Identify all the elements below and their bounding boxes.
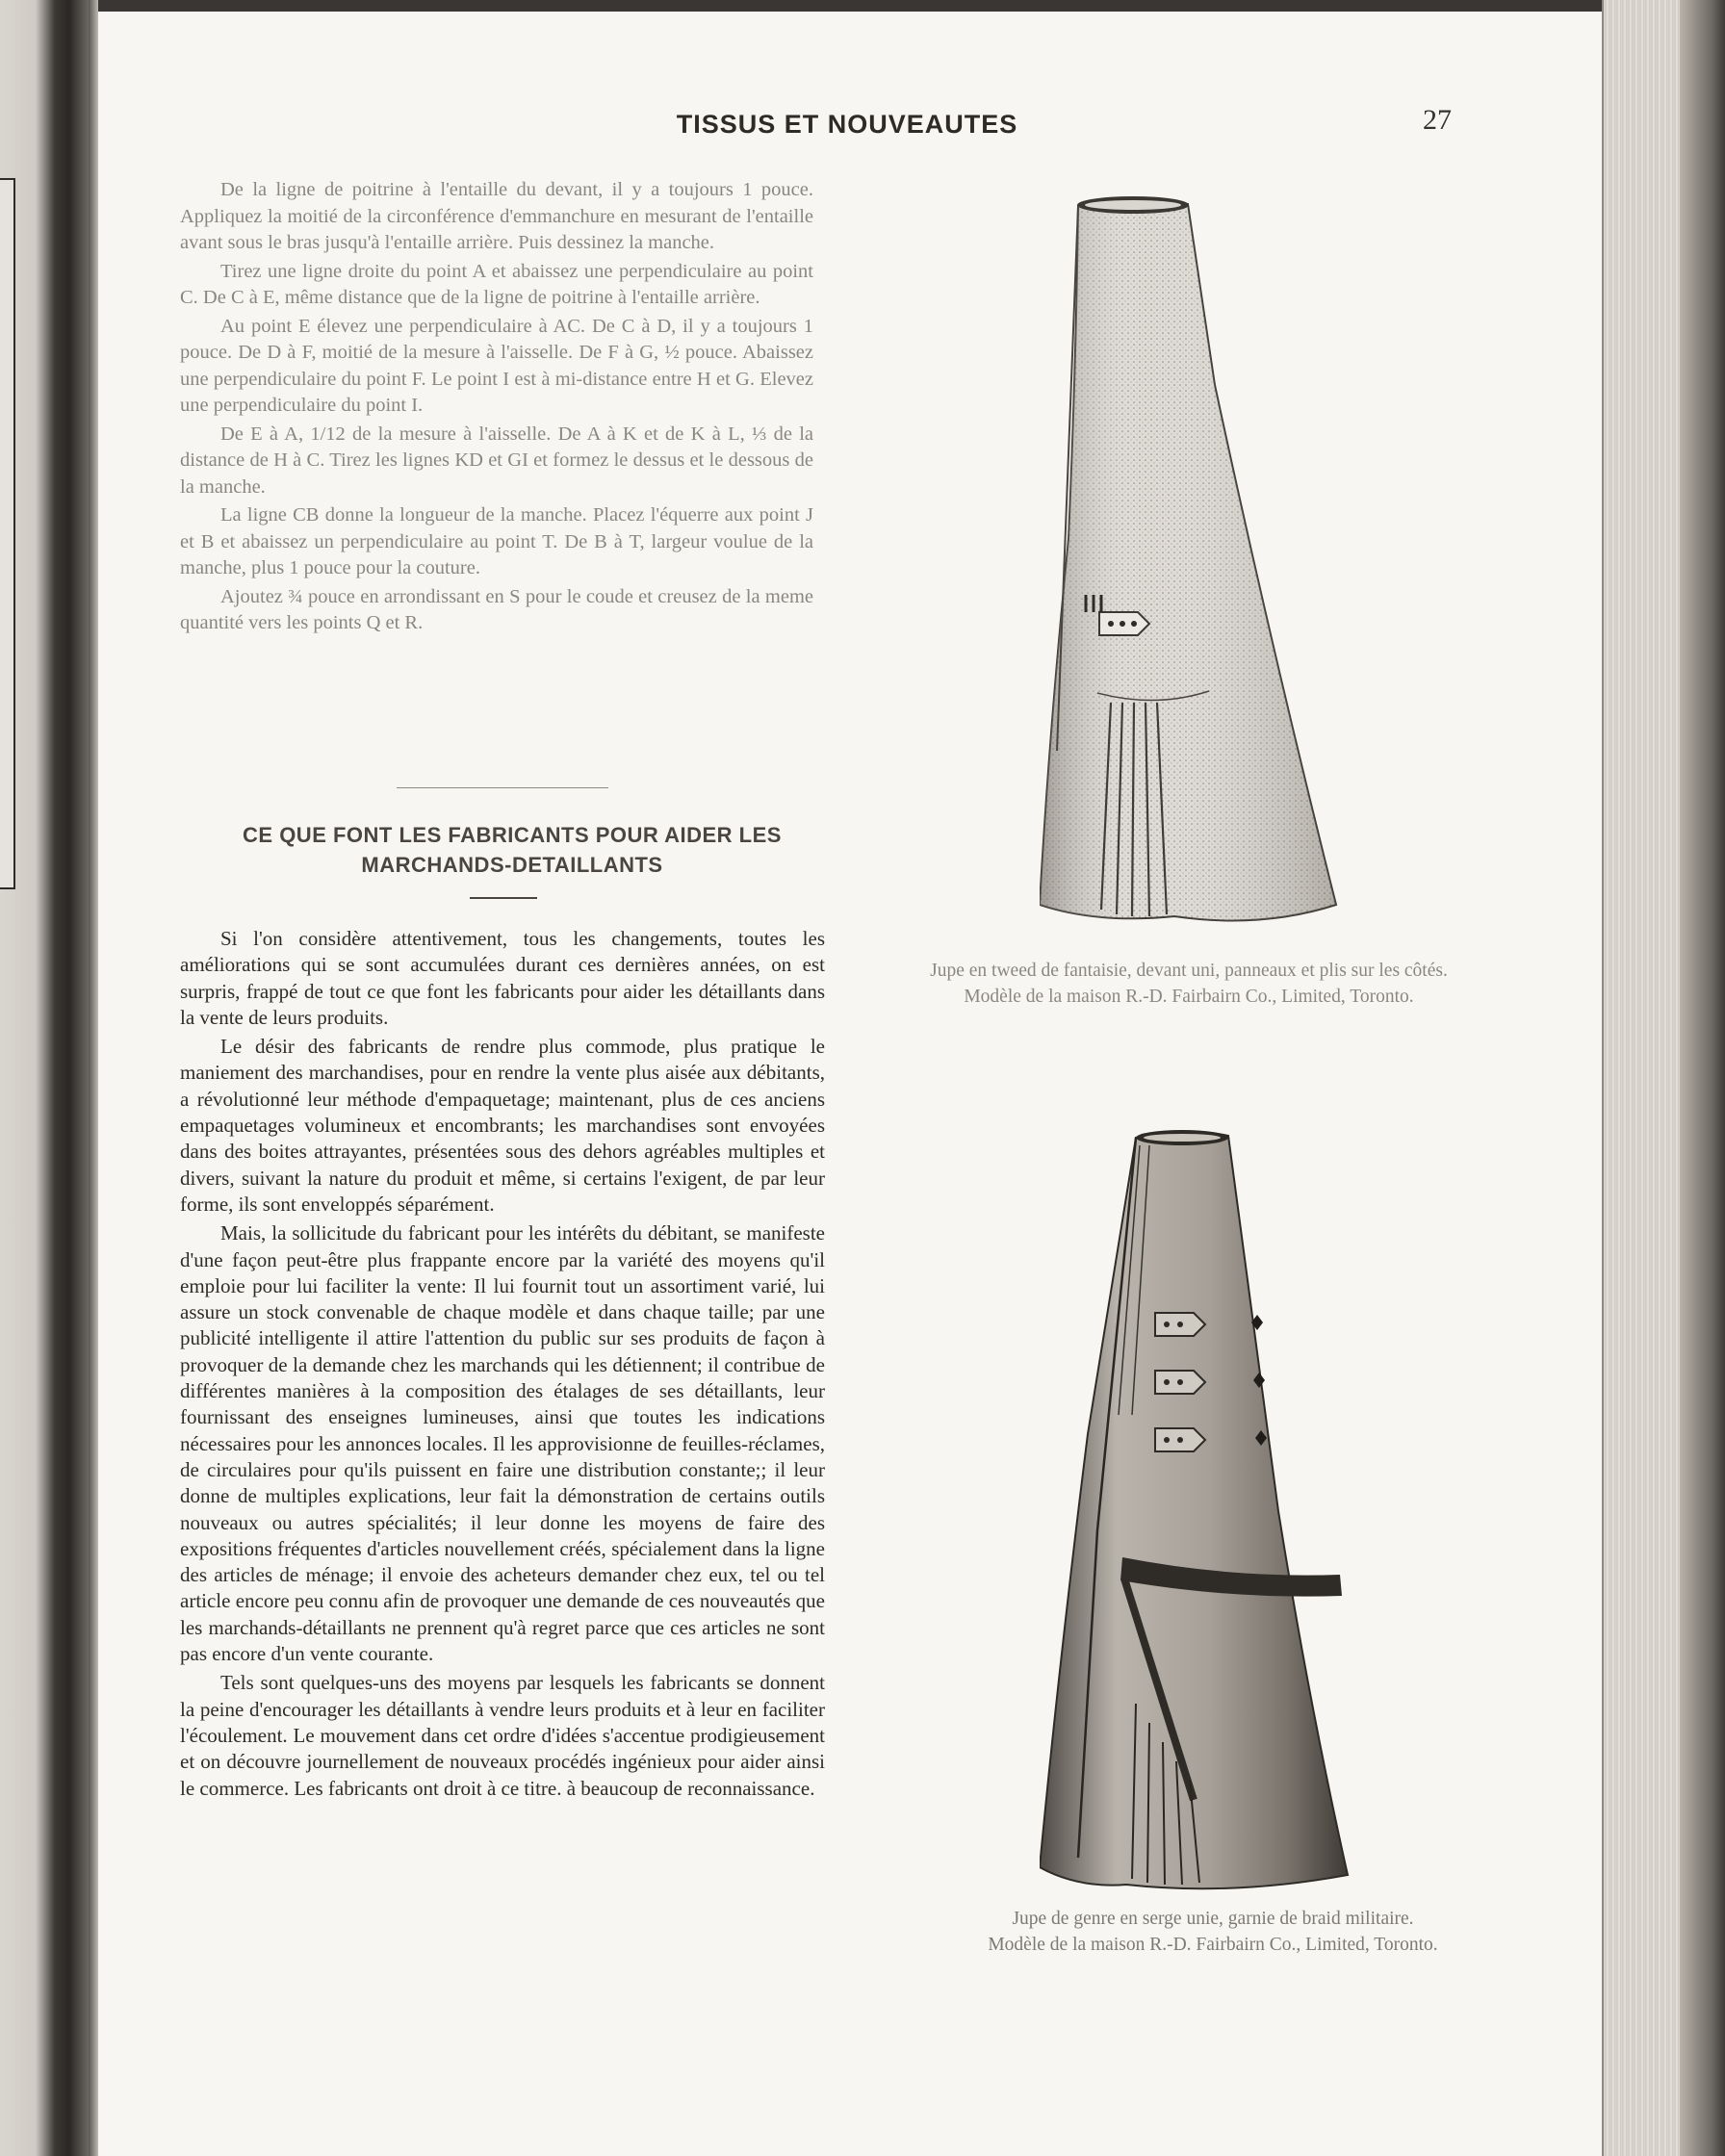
caption-description: Jupe en tweed de fantaisie, devant uni, panneaux et plis sur les côtés. (930, 961, 1448, 981)
facing-page-fragment (0, 178, 15, 889)
paragraph: Si l'on considère attentivement, tous les changements, toutes les améliorations qui se sont accumulées durant ces dernières années, on est surpris, frappé de tout ce que font les fabricants pour aider les détaillants dans la vente de leurs produits. (180, 927, 825, 1029)
running-title: TISSUS ET NOUVEAUTES (676, 110, 1018, 139)
paragraph: Au point E élevez une perpendiculaire à AC. De C à D, il y a toujours 1 pouce. De D à F, moitié de la mesure à l'aisselle. De F à G, ½ pouce. Abaissez une perpendiculaire du point F. Le point I est à mi-distance entre H et G. Elevez une perpendiculaire du point I. (180, 315, 813, 416)
figure-caption (866, 958, 1511, 1010)
paragraph: De E à A, 1/12 de la mesure à l'aisselle. De A à K et de K à L, ⅓ de la distance de H à C. Tirez les lignes KD et GI et formez le dessus et le dessous de la manche. (180, 423, 813, 498)
caption-description: Jupe de genre en serge unie, garnie de braid militaire. (1012, 1909, 1414, 1929)
article-body (180, 926, 825, 1805)
caption-credit: Modèle de la maison R.-D. Fairbairn Co., Limited, Toronto. (988, 1935, 1438, 1955)
section-divider (397, 787, 608, 788)
caption-credit: Modèle de la maison R.-D. Fairbairn Co., Limited, Toronto. (964, 987, 1414, 1007)
book-gutter (89, 0, 98, 2156)
article-heading-line: CE QUE FONT LES FABRICANTS POUR AIDER LES (243, 823, 782, 847)
figure-caption (905, 1906, 1521, 1958)
paragraph: La ligne CB donne la longueur de la manche. Placez l'équerre aux point J et B et abaissez un perpendiculaire au point T. De B à T, largeur voulue de la manche, plus 1 pouce pour la couture. (180, 504, 813, 578)
book-fore-edge-shadow (1680, 0, 1725, 2156)
paragraph: Mais, la sollicitude du fabricant pour les intérêts du débitant, se manifeste d'une façon peut-être plus frappante encore par la variété des moyens qu'il emploie pour lui faciliter la vente: Il lui fournit tout un assortiment varié, lui assure un stock convenable de chaque modèle et dans chaque taille; par une publicité intelligente il attire l'attention du public sur ses produits de façon à provoquer de la demande chez les marchands qui les détiennent; il contribue de différentes manières à la composition des étalages de ses détaillants, leur fournissant des enseignes lumineuses, ainsi que toutes les indications nécessaires pour les annonces locales. Il les approvisionne de feuilles-réclames, de circulaires pour qu'ils puissent en faire une distribution constante;; il leur donne de multiples explications, leur fait la démonstration de certains outils nouveaux ou autres spécialités; il leur donne les moyens de faire des expositions fréquentes d'articles nouvellement créés, spécialement dans la ligne des articles de ménage; il envoie des acheteurs demander chez eux, tel ou tel article encore peu connu afin de provoquer une demande de ces nouveautés que les marchands-détaillants ne prennent qu'à regret parce que ces articles ne sont pas encore d'un vente courante. (180, 1221, 825, 1666)
skirt-illustration-serge (1040, 1126, 1357, 1896)
paragraph: Tels sont quelques-uns des moyens par lesquels les fabricants se donnent la peine d'encourager les détaillants à vendre leurs produits et à leur en faciliter l'écoulement. Le mouvement dans cet ordre d'idées s'accentue prodigieusement et on découvre journellement de nouveaux procédés ingénieux pour aider ainsi le commerce. Les fabricants ont droit à ce titre. à beaucoup de reconnaissance. (180, 1671, 825, 1800)
paragraph: Tirez une ligne droite du point A et abaissez une perpendiculaire au point C. De C à E, même distance que de la ligne de poitrine à l'entaille arrière. (180, 260, 813, 308)
article-heading (180, 820, 844, 880)
paragraph: Le désir des fabricants de rendre plus commode, plus pratique le maniement des marchandises, pour en rendre la vente plus aisée aux débitants, a révolutionné leur méthode d'empaquetage; maintenant, plus de ces anciens empaquetages volumineux et encombrants; les marchandises sont envoyées dans des boites attrayantes, présentées sous des dehors agréables multiples et divers, suivant la nature du produit et même, si certains l'exigent, de par leur forme, ils sont enveloppés séparément. (180, 1035, 825, 1216)
heading-underline (470, 897, 537, 899)
paragraph: De la ligne de poitrine à l'entaille du devant, il y a toujours 1 pouce. Appliquez la moitié de la circonférence d'emmanchure en mesurant de l'entaille avant sous le bras jusqu'à l'entaille arrière. Puis dessinez la manche. (180, 179, 813, 253)
sleeve-instructions (180, 177, 813, 639)
paragraph: Ajoutez ¾ pouce en arrondissant en S pour le coude et creusez de la meme quantité vers les points Q et R. (180, 585, 813, 633)
skirt-illustration-tweed (1040, 192, 1348, 924)
article-heading-line: MARCHANDS-DETAILLANTS (361, 853, 663, 877)
page-number: 27 (1423, 104, 1452, 136)
